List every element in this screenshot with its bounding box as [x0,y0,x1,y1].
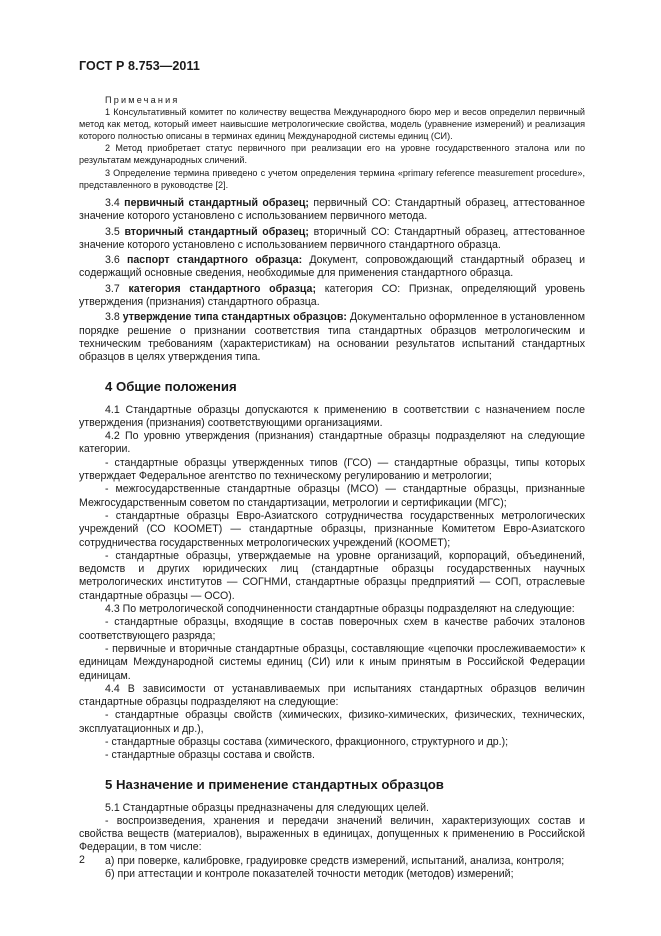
main-text [79,195,585,881]
term-3-6 [79,254,585,281]
note-3: 3 Определение термина приведено с учетом определения термина «primary reference measurement procedure», представленного в руководстве [2]. [79,167,585,190]
section-4-paragraph: - стандартные образцы, утверждаемые на уровне организаций, корпораций, объединений, ведомств и других юридических лиц (стандартные образцы государственных научных метрологических институтов — СОГНМИ, стандартные образцы предприятий — СОП, отраслевые стандартные образцы — ОСО). [79,549,585,602]
term-name: первичный стандартный образец; [124,197,309,209]
section-4-paragraph: - стандартные образцы, входящие в состав поверочных схем в качестве рабочих эталонов соответствующего разряда; [79,616,585,642]
term-number: 3.6 [105,254,120,267]
section-4-paragraph: 4.3 По метрологической соподчиненности стандартные образцы подразделяют на следующие: [105,603,575,616]
section-4-paragraph: - стандартные образцы состава (химического, фракционного, структурного и др.); [105,735,509,748]
term-name: паспорт стандартного образца: [127,254,303,267]
term-number: 3.5 [105,225,120,238]
term-name: вторичный стандартный образец; [124,225,309,238]
term-3-7 [79,283,585,310]
section-5-paragraph: а) при поверке, калибровке, градуировке средств измерений, испытаний, анализа, контроля; [105,854,565,867]
section-4-paragraph: - стандартные образцы утвержденных типов (ГСО) — стандартные образцы, типы которых утверждает Федеральное агентство по техническому регулированию и метрологии; [79,456,585,483]
section-4-paragraph: - стандартные образцы свойств (химических, физико-химических, физических, технических, эксплуатационных и др.), [79,709,585,735]
term-definition: Документально оформленное в установленном порядке решение о признании соответствия типа стандартных образцов метрологическим и техническим требованиям (характеристикам) на основании результатов испытаний стандартных образцов в целях утверждения типа. [79,311,585,364]
section-4-paragraph: 4.2 По уровню утверждения (признания) стандартные образцы подразделяют на следующие категории. [79,430,585,456]
note-1: 1 Консультативный комитет по количеству вещества Международного бюро мер и весов определил первичный метод как метод, который имеет наивысшие метрологические свойства, модель (уравнение измерений) и реализация которого полностью описаны в терминах единиц Международной системы единиц (СИ). [79,107,585,142]
term-definition: первичный СО: Стандартный образец, аттестованное значение которого установлено с использованием первичного метода. [79,197,585,223]
section-4-paragraph: 4.4 В зависимости от устанавливаемых при испытаниях стандартных образцов величин стандартные образцы подразделяют на следующие: [79,682,585,709]
page-number: 2 [79,854,85,866]
section-5-paragraph: - воспроизведения, хранения и передачи значений величин, характеризующих состав и свойства веществ (материалов), выраженных в единицах, допущенных к применению в Российской Федерации, в том числе: [79,814,585,854]
section-4-paragraph: - первичные и вторичные стандартные образцы, составляющие «цепочки прослеживаемости» к единицам Международной системы единиц (СИ) или к иным принятым в Российской Федерации единицам. [79,642,585,682]
term-name: утверждение типа стандартных образцов: [122,311,347,324]
term-definition: категория СО: Признак, определяющий уровень утверждения (признания) стандартного образца. [79,282,585,309]
term-3-5 [79,226,585,253]
term-definition: Документ, сопровождающий стандартный образец и содержащий основные сведения, необходимые для применения стандартного образца. [79,254,585,280]
section-4-paragraph: - стандартные образцы Евро-Азиатского сотрудничества государственных метрологических учреждений (СО КООМЕТ) — стандартные образцы, признанные Комитетом Евро-Азиатского сотрудничества государственных метрологических учреждений (КООМЕТ); [79,509,585,549]
section-4-heading: 4 Общие положения [105,378,237,394]
note-2: 2 Метод приобретает статус первичного при реализации его на уровне государственного эталона или по результатам международных сличений. [79,143,585,166]
section-4-paragraph: - стандартные образцы состава и свойств. [105,749,316,762]
section-4-paragraph: 4.1 Стандартные образцы допускаются к применению в соответствии с назначением после утверждения (признания) соответствующими организациями. [79,403,585,429]
document-header: ГОСТ Р 8.753—2011 [79,59,200,73]
term-3-4 [79,197,585,224]
notes-title: Примечания [105,95,180,105]
term-number: 3.7 [105,282,120,295]
section-4-paragraph: - межгосударственные стандартные образцы (МСО) — стандартные образцы, признанные Межгосударственным советом по стандартизации, метрологии и сертификации (МГС); [79,483,585,509]
term-definition: вторичный СО: Стандартный образец, аттестованное значение которого установлено с использованием первичного стандартного образца. [79,225,585,251]
term-number: 3.8 [105,311,120,324]
term-3-8 [79,311,585,364]
notes-block [79,94,585,191]
section-5-heading: 5 Назначение и применение стандартных образцов [105,776,444,792]
term-name: категория стандартного образца; [128,282,316,295]
term-number: 3.4 [105,197,120,209]
section-5-paragraph: б) при аттестации и контроле показателей точности методик (методов) измерений; [105,868,514,881]
section-5-paragraph: 5.1 Стандартные образцы предназначены для следующих целей. [105,801,429,814]
